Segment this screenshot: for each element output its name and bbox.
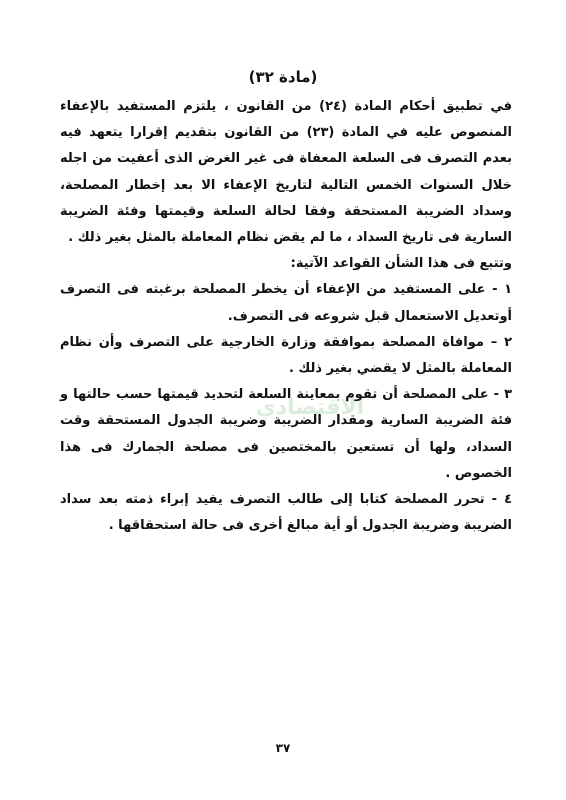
rule-item-text: موافاة المصلحة بموافقة وزارة الخارجية على التصرف وأن نظام المعاملة بالمثل لا يقضي بغير ذلك . [60, 334, 512, 377]
rule-item-number: ٢ – [490, 334, 512, 350]
intro-paragraph: في تطبيق أحكام المادة (٢٤) من القانون ، يلتزم المستفيد بالإعفاء المنصوص عليه في المادة (٢٣) من القانون بتقديم إقرارا يتعهد فيه بعدم التصرف فى السلعة المعفاة فى غير الغرض الذى أعفيت من اجله خلال السنوات الخمس التالية لتاريخ الإعفاء الا بعد إخطار المصلحة، وسداد الضريبة المستحقة وفقا لحالة السلعة وقيمتها وفئة الضريبة السارية فى تاريخ السداد ، ما لم يقض نظام المعاملة بالمثل بغير ذلك . [60, 99, 513, 246]
watermark-logo [240, 385, 380, 455]
watermark-text: الاقتصادي [255, 395, 365, 420]
rule-item-number: ٣ - [493, 387, 513, 403]
rule-item-number: ٤ - [491, 492, 512, 508]
article-body [60, 94, 512, 539]
rule-item-number: ١ - [492, 282, 513, 298]
rules-heading: وتتبع فى هذا الشأن القواعد الآتية: [290, 256, 512, 272]
rule-item-4 [60, 487, 512, 539]
rule-item-text: تحرر المصلحة كتابا إلى طالب التصرف يفيد إبراء ذمته بعد سداد الضريبة وضريبة الجدول أو أية مبالغ أخرى فى حالة استحقاقها . [60, 492, 512, 534]
rule-item-1 [60, 277, 512, 329]
rule-item-2 [60, 330, 512, 382]
page-number: ٣٧ [275, 741, 291, 755]
rule-item-text: على المصلحة أن تقوم بمعاينة السلعة لتحديد قيمتها حسب حالتها و فئة الضريبة السارية ومقدار الضريبة وضريبة الجدول المستحقة وقت السداد، ولها أن تستعين بالمختصين فى مصلحة الجمارك فى هذا الخصوص . [60, 387, 512, 481]
rule-item-text: على المستفيد من الإعفاء أن يخطر المصلحة برغبته فى التصرف أوتعديل الاستعمال قبل شروعه فى التصرف. [60, 282, 512, 324]
article-title: (مادة ٣٢) [248, 68, 318, 86]
